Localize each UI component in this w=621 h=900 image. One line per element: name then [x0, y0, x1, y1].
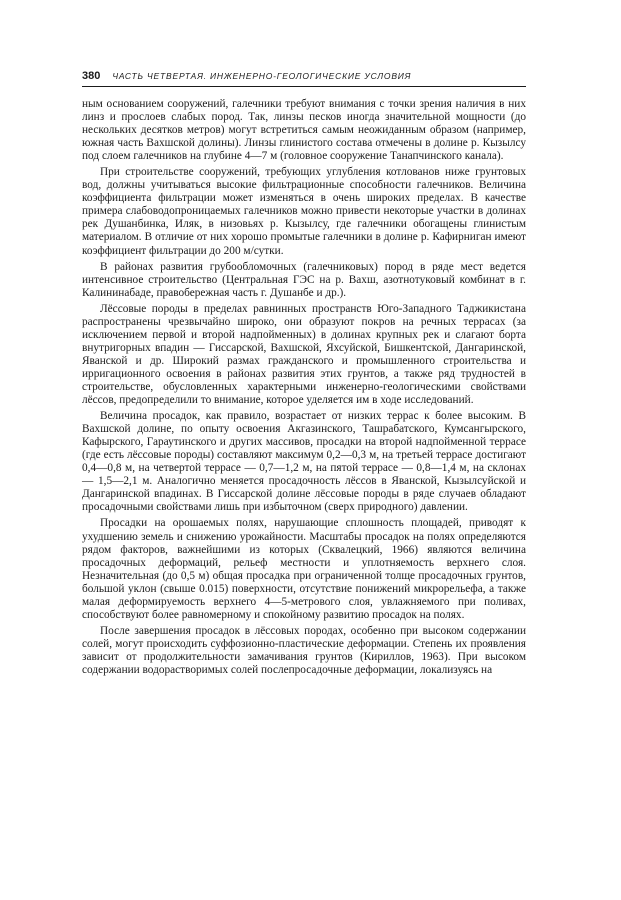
page-header: [82, 70, 526, 87]
page-number: 380: [82, 70, 101, 82]
paragraph: Просадки на орошаемых полях, нарушающие сплошность площадей, приводят к ухудшению земель и снижению урожайности. Масштабы просадок на полях определяются рядом факторов, важнейшими из которых (Сквалецкий, 1966) являются величина просадочных деформаций, рельеф местности и уплотняемость верхнего слоя. Незначительная (до 0,5 м) общая просадка при ограниченной толще просадочных грунтов, большой уклон (свыше 0.015) поверхности, отсутствие понижений микрорельефа, а также малая деформируемость верхнего 4—5-метрового слоя, увлажняемого при поливах, способствуют более равномерному и спокойному развитию просадок на полях.: [82, 517, 526, 621]
running-title: ЧАСТЬ ЧЕТВЕРТАЯ. ИНЖЕНЕРНО-ГЕОЛОГИЧЕСКИЕ УСЛОВИЯ: [112, 71, 412, 81]
paragraph: В районах развития грубообломочных (галечниковых) пород в ряде мест ведется интенсивное строительство (Центральная ГЭС на р. Вахш, азотнотуковый комбинат в г. Калининабаде, правобережная часть г. Душанбе и др.).: [82, 260, 526, 299]
paragraph: После завершения просадок в лёссовых породах, особенно при высоком содержании солей, могут происходить суффозионно-пластические деформации. Степень их проявления зависит от продолжительности замачивания грунтов (Кириллов, 1963). При высоком содержании водорастворимых солей послепросадочные деформации, локализуясь на: [82, 624, 526, 676]
paragraph: Лёссовые породы в пределах равнинных пространств Юго-Западного Таджикистана распространены чрезвычайно широко, они образуют покров на речных террасах (за исключением первой и второй надпойменных) в долинах крупных рек и слагают борта внутригорных впадин — Гиссарской, Вахшской, Яхсуйской, Бишкентской, Дангаринской, Яванской и др. Широкий размах гражданского и промышленного строительства и ирригационного освоения в районах развития этих грунтов, а также ряд трудностей в строительстве, обусловленных характерными инженерно-геологическими свойствами лёссов, предопределили то внимание, которое уделяется им в ходе исследований.: [82, 302, 526, 407]
paragraph: ным основанием сооружений, галечники требуют внимания с точки зрения наличия в них линз и прослоев слабых пород. Так, линзы песков иногда значительной мощности (до нескольких десятков метров) могут встретиться самым неожиданным образом (например, южная часть Вахшской долины). Линзы глинистого состава отмечены в долине р. Кызылсу под слоем галечников на глубине 4—7 м (головное сооружение Танапчинского канала).: [82, 98, 526, 163]
paragraph: Величина просадок, как правило, возрастает от низких террас к более высоким. В Вахшской долине, по опыту освоения Акгазинского, Ташрабатского, Кумсангырского, Кафырского, Гараутинского и других массивов, просадки на второй надпойменной террасе (где есть лёссовые породы) составляют максимум 0,2—0,3 м, на третьей террасе достигают 0,4—0,8 м, на четвертой террасе — 0,7—1,2 м, на пятой террасе — 0,8—1,4 м, на склонах — 1,5—2,1 м. Аналогично меняется просадочность лёссов в Яванской, Кызылсуйской и Дангаринской впадинах. В Гиссарской долине лёссовые породы в ряде случаев обладают просадочными свойствами лишь при избыточном (сверх природного) давлении.: [82, 410, 526, 514]
body-text: [82, 98, 526, 680]
paragraph: При строительстве сооружений, требующих углубления котлованов ниже грунтовых вод, должны учитываться высокие фильтрационные способности галечников. Величина коэффициента фильтрации может изменяться в очень широких пределах. В качестве примера слабоводопроницаемых галечников можно привести некоторые участки в долинах рек Душанбинка, Иляк, в низовьях р. Кызылсу, где галечники обогащены глинистым материалом. В отличие от них хорошо промытые галечники в долине р. Кафирниган имеют коэффициент фильтрации до 200 м/сутки.: [82, 166, 526, 257]
